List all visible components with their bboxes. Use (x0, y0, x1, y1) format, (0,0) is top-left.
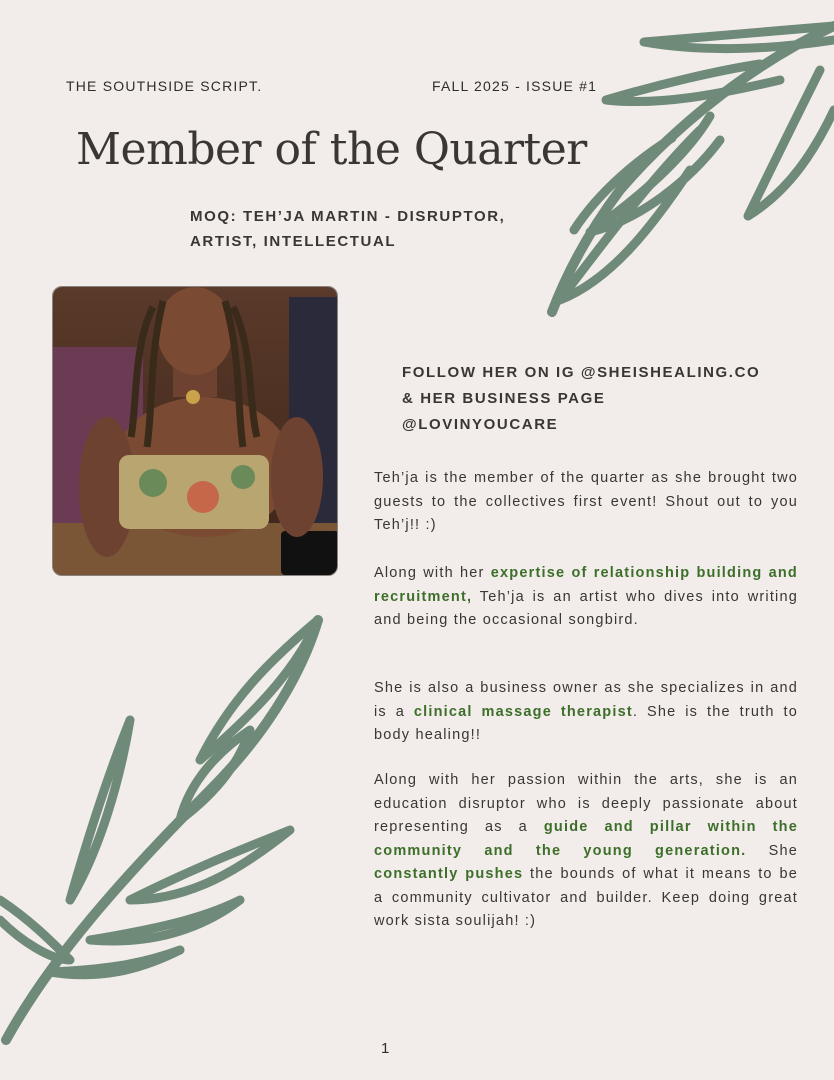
expertise-paragraph (374, 562, 798, 633)
business-text-a: She is also a business owner as she specializes in and is a (374, 680, 798, 720)
issue-label: FALL 2025 - ISSUE #1 (432, 78, 598, 94)
passion-highlight-pushes: constantly pushes (374, 866, 524, 882)
business-paragraph (374, 677, 798, 748)
leaf-branch-bottom-left (0, 600, 340, 1080)
expertise-highlight: expertise of relationship building and recruitment, (374, 565, 798, 605)
business-text-c: . She is the truth to body healing!! (374, 703, 798, 743)
publication-name: THE SOUTHSIDE SCRIPT. (66, 78, 263, 94)
passion-paragraph (374, 769, 798, 934)
passion-text-c: She (746, 842, 798, 859)
expertise-text-c: Teh’ja is an artist who dives into writing and being the occasional songbird. (374, 588, 798, 628)
passion-highlight-guide: guide and pillar within the community and the young generation. (374, 819, 798, 859)
business-highlight: clinical massage therapist (413, 703, 633, 720)
page-number: 1 (381, 1040, 390, 1057)
passion-text-e: the bounds of what it means to be a community cultivator and builder. Keep doing great work sista soulijah! :) (374, 866, 798, 929)
page-title: Member of the Quarter (76, 124, 587, 175)
member-portrait-photo (52, 286, 338, 576)
expertise-text-a: Along with her (374, 565, 491, 581)
intro-paragraph: Teh’ja is the member of the quarter as she brought two guests to the collectives first event! Shout out to you Teh’j!! :) (374, 470, 798, 533)
passion-text-a: Along with her passion within the arts, she is an education disruptor who is deeply passionate about representing as a (374, 772, 798, 835)
member-subtitle: MOQ: TEH’JA MARTIN - DISRUPTOR, ARTIST, INTELLECTUAL (190, 208, 506, 250)
follow-instagram-callout: FOLLOW HER ON IG @SHEISHEALING.CO & HER BUSINESS PAGE @LOVINYOUCARE (402, 364, 761, 433)
